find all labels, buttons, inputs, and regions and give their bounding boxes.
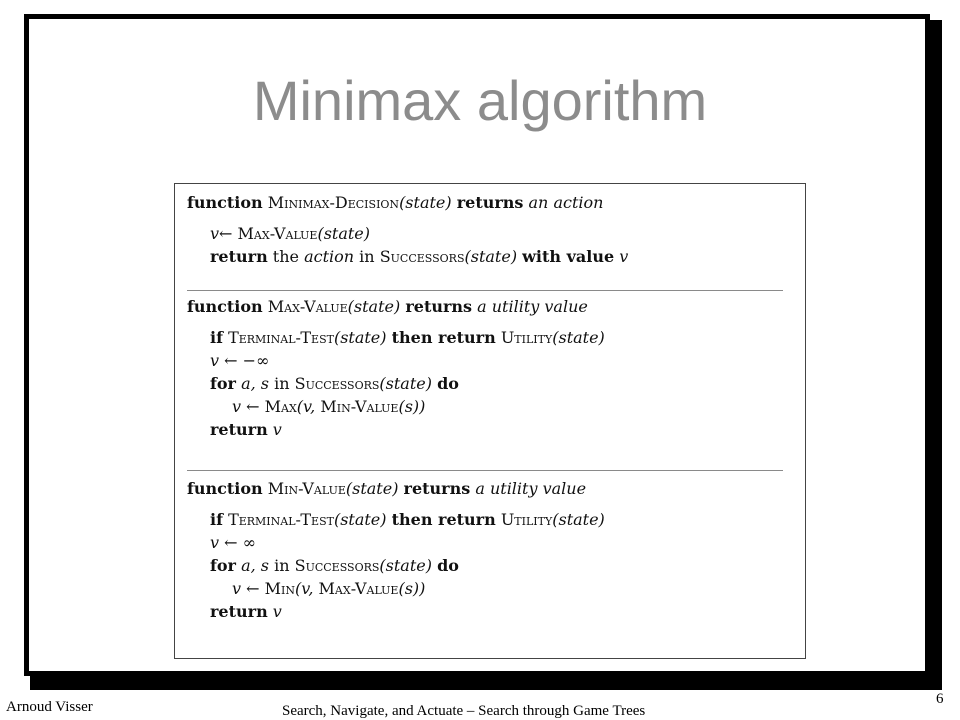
pseudocode-line (187, 329, 783, 347)
arguments: (v, (294, 579, 314, 598)
keyword: do (437, 556, 459, 575)
function-call: Successors (294, 374, 380, 393)
function-call: Max-Value (318, 579, 399, 598)
keyword: do (437, 374, 459, 393)
variable: a, s (241, 374, 269, 393)
variable: v ← (232, 579, 260, 598)
text: in (274, 556, 290, 575)
variable: action (304, 247, 355, 266)
slide-title: Minimax algorithm (252, 69, 708, 132)
function-call: Terminal-Test (228, 510, 334, 529)
keyword: then return (391, 328, 496, 347)
keyword: return (210, 420, 268, 439)
function-name: Max-Value (267, 297, 348, 316)
assign-arrow: ← (219, 224, 233, 243)
keyword: return (210, 247, 268, 266)
pseudocode-line (187, 225, 783, 243)
text: the (272, 247, 299, 266)
function-call: Successors (294, 556, 380, 575)
keyword: for (210, 374, 236, 393)
function-call: Terminal-Test (228, 328, 334, 347)
min-value-function (187, 480, 783, 626)
arguments: (state) (552, 510, 605, 529)
function-name: Minimax-Decision (267, 193, 400, 212)
pseudocode-line (187, 480, 783, 498)
function-call: Min-Value (320, 397, 399, 416)
function-name: Min-Value (267, 479, 346, 498)
keyword: then return (391, 510, 496, 529)
algorithm-box (174, 183, 806, 659)
arguments: (state) (399, 193, 452, 212)
arguments: (state) (464, 247, 518, 266)
keyword: with value (522, 247, 615, 266)
max-value-function (187, 298, 783, 444)
pseudocode-line (187, 603, 783, 621)
pseudocode-line: v ← −∞ (210, 351, 270, 370)
footer-author: Arnoud Visser (6, 699, 93, 715)
arguments: (state) (333, 328, 387, 347)
keyword: for (210, 556, 236, 575)
function-call: Min (264, 579, 295, 598)
pseudocode-line (187, 194, 783, 212)
arguments: (v, (296, 397, 316, 416)
pseudocode-line (187, 398, 783, 416)
function-call: Max-Value (237, 224, 318, 243)
section-divider (187, 470, 783, 471)
pseudocode-line: v ← ∞ (210, 533, 256, 552)
variable: a, s (241, 556, 269, 575)
arguments: (state) (379, 374, 432, 393)
keyword: returns (405, 297, 473, 316)
return-type: an action (528, 193, 604, 212)
pseudocode-line (187, 557, 783, 575)
arguments: (state) (317, 224, 371, 243)
text: in (274, 374, 290, 393)
keyword: return (210, 602, 268, 621)
variable: v (272, 420, 282, 439)
variable: v (272, 602, 282, 621)
arguments: (state) (345, 479, 399, 498)
arguments: (s)) (398, 579, 426, 598)
arguments: (state) (552, 328, 605, 347)
minimax-decision-function (187, 194, 783, 271)
return-type: a utility value (477, 297, 588, 316)
variable: v (210, 224, 220, 243)
pseudocode-line (187, 298, 783, 316)
function-call: Successors (379, 247, 465, 266)
keyword: returns (403, 479, 471, 498)
pseudocode-line (187, 580, 783, 598)
pseudocode-line (187, 248, 783, 266)
keyword: if (210, 328, 223, 347)
keyword: if (210, 510, 223, 529)
keyword: function (187, 297, 263, 316)
return-type: a utility value (475, 479, 587, 498)
function-call: Max (264, 397, 297, 416)
arguments: (state) (347, 297, 401, 316)
arguments: (state) (379, 556, 432, 575)
keyword: function (187, 193, 263, 212)
function-call: Utility (500, 510, 553, 529)
pseudocode-line (187, 511, 783, 529)
function-call: Utility (500, 328, 553, 347)
variable: v (619, 247, 629, 266)
text: in (359, 247, 375, 266)
pseudocode-line (187, 421, 783, 439)
keyword: function (187, 479, 263, 498)
footer-title: Search, Navigate, and Actuate – Search through Game Trees (282, 703, 646, 719)
pseudocode-line (187, 375, 783, 393)
variable: v ← (232, 397, 260, 416)
page-number: 6 (936, 691, 944, 707)
arguments: (s)) (398, 397, 426, 416)
section-divider (187, 290, 783, 291)
arguments: (state) (333, 510, 387, 529)
keyword: returns (456, 193, 524, 212)
